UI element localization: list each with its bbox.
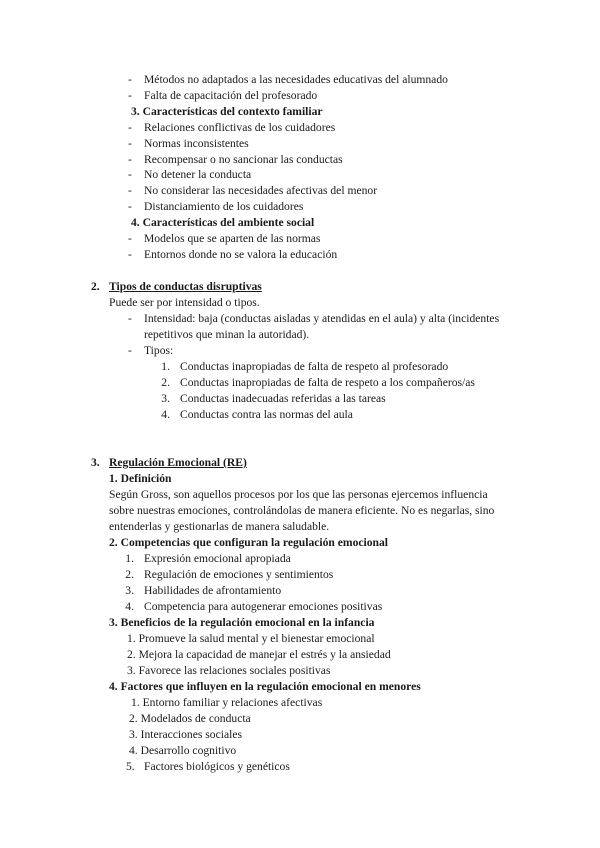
list-item-continuation: repetitivos que minan la autoridad). (144, 328, 310, 341)
list-number: 3. (125, 584, 134, 597)
section-title: Regulación Emocional (RE) (109, 456, 247, 469)
list-number: 4. (161, 408, 170, 421)
bullet-dash: - (128, 137, 132, 150)
list-item: Relaciones conflictivas de los cuidadores (144, 121, 336, 134)
paragraph-line: entenderlas y gestionarlas de manera saludable. (109, 520, 330, 533)
list-number: 4. (125, 600, 134, 613)
list-item: Tipos: (144, 344, 174, 357)
list-item: 3. Favorece las relaciones sociales positivas (127, 664, 331, 677)
list-item: 3. Interacciones sociales (129, 728, 242, 741)
bullet-dash: - (128, 232, 132, 245)
list-item: Modelos que se aparten de las normas (144, 232, 321, 245)
list-item: Habilidades de afrontamiento (144, 584, 282, 597)
bullet-dash: - (128, 168, 132, 181)
list-number: 1. (161, 360, 170, 373)
bullet-dash: - (128, 184, 132, 197)
list-item: Falta de capacitación del profesorado (144, 89, 318, 102)
list-item: Intensidad: baja (conductas aisladas y atendidas en el aula) y alta (incidentes (144, 312, 500, 325)
paragraph-line: Según Gross, son aquellos procesos por los que las personas ejercemos influencia (109, 488, 488, 501)
bullet-dash: - (128, 344, 132, 357)
list-item: Expresión emocional apropiada (144, 552, 291, 565)
bullet-dash: - (128, 312, 132, 325)
list-item: Regulación de emociones y sentimientos (144, 568, 334, 581)
list-item: Distanciamiento de los cuidadores (144, 200, 304, 213)
list-item: 4. Desarrollo cognitivo (129, 744, 237, 757)
list-item: Conductas inapropiadas de falta de respeto a los compañeros/as (180, 376, 475, 389)
bullet-dash: - (128, 200, 132, 213)
bullet-dash: - (128, 248, 132, 261)
list-number: 2. (161, 376, 170, 389)
list-item: No considerar las necesidades afectivas del menor (144, 184, 378, 197)
list-item: No detener la conducta (144, 168, 252, 181)
list-item: 2. Mejora la capacidad de manejar el estrés y la ansiedad (127, 648, 391, 661)
bullet-dash: - (128, 73, 132, 86)
subsection-heading: 4. Factores que influyen en la regulación emocional en menores (109, 680, 421, 693)
list-item: Conductas inapropiadas de falta de respeto al profesorado (180, 360, 449, 373)
list-item: Métodos no adaptados a las necesidades educativas del alumnado (144, 73, 448, 86)
section-number: 2. (91, 280, 100, 293)
subsection-heading: 1. Definición (109, 472, 172, 485)
list-item: Competencia para autogenerar emociones positivas (144, 600, 383, 613)
subsection-heading: 3. Beneficios de la regulación emocional en la infancia (109, 616, 375, 629)
list-item: 2. Modelados de conducta (129, 712, 251, 725)
paragraph-line: sobre nuestras emociones, controlándolas de manera eficiente. No es negarlas, sino (109, 504, 495, 517)
bullet-dash: - (128, 153, 132, 166)
bullet-dash: - (128, 121, 132, 134)
section-title: Tipos de conductas disruptivas (109, 280, 262, 293)
subsection-heading: 4. Características del ambiente social (131, 216, 315, 229)
list-item: 1. Entorno familiar y relaciones afectivas (131, 696, 323, 709)
section-number: 3. (91, 456, 100, 469)
list-number: 1. (125, 552, 134, 565)
subsection-heading: 3. Características del contexto familiar (131, 105, 323, 118)
list-item: Conductas inadecuadas referidas a las tareas (180, 392, 386, 405)
list-number: 5. (126, 760, 135, 773)
list-item: 1. Promueve la salud mental y el bienestar emocional (127, 632, 375, 645)
list-item: Entornos donde no se valora la educación (144, 248, 338, 261)
bullet-dash: - (128, 89, 132, 102)
paragraph: Puede ser por intensidad o tipos. (109, 296, 260, 309)
list-number: 3. (161, 392, 170, 405)
list-item: Factores biológicos y genéticos (144, 760, 290, 773)
list-item: Recompensar o no sancionar las conductas (144, 153, 343, 166)
list-item: Conductas contra las normas del aula (180, 408, 353, 421)
list-number: 2. (125, 568, 134, 581)
subsection-heading: 2. Competencias que configuran la regulación emocional (109, 536, 388, 549)
list-item: Normas inconsistentes (144, 137, 249, 150)
